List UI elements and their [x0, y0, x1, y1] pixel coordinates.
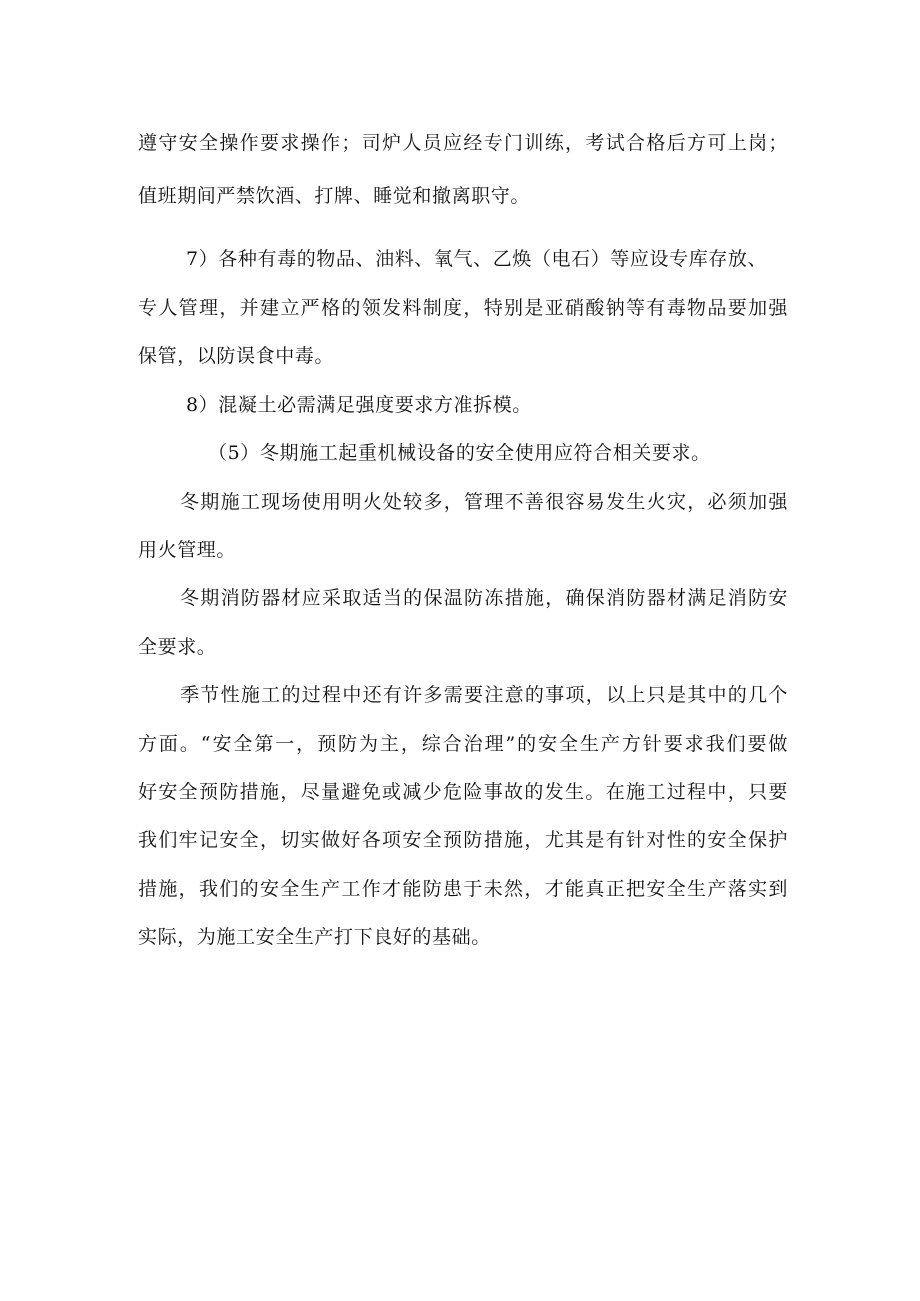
text-line: 遵守安全操作要求操作；司炉人员应经专门训练，考试合格后方可上岗；	[138, 132, 788, 154]
text-line: 全要求。	[138, 636, 217, 658]
text-line: 专人管理，并建立严格的领发料制度，特别是亚硝酸钠等有毒物品要加强	[138, 297, 788, 319]
paragraph-first-line: 冬期施工现场使用明火处较多，管理不善很容易发生火灾，必须加强	[180, 491, 788, 513]
list-item-7-first-line: 7）各种有毒的物品、油料、氧气、乙焕（电石）等应设专库存放、	[186, 248, 768, 270]
text-line: 方面。“安全第一，预防为主，综合治理”的安全生产方针要求我们要做	[138, 733, 788, 755]
paragraph-first-line: 冬期消防器材应采取适当的保温防冻措施，确保消防器材满足消防安	[180, 587, 788, 609]
text-line: 值班期间严禁饮酒、打牌、睡觉和撤离职守。	[138, 185, 531, 207]
text-line: 我们牢记安全，切实做好各项安全预防措施，尤其是有针对性的安全保护	[138, 829, 788, 851]
text-line: 措施，我们的安全生产工作才能防患于未然，才能真正把安全生产落实到	[138, 878, 788, 900]
text-line: 实际，为施工安全生产打下良好的基础。	[138, 926, 491, 948]
text-line: 用火管理。	[138, 539, 237, 561]
list-item-5: （5）冬期施工起重机械设备的安全使用应符合相关要求。	[208, 442, 711, 464]
text-line: 保管，以防误食中毒。	[138, 345, 335, 367]
text-line: 好安全预防措施，尽量避免或减少危险事故的发生。在施工过程中，只要	[138, 781, 788, 803]
list-item-8: 8）混凝土必需满足强度要求方准拆模。	[186, 394, 532, 416]
paragraph-first-line: 季节性施工的过程中还有许多需要注意的事项，以上只是其中的几个	[180, 684, 788, 706]
